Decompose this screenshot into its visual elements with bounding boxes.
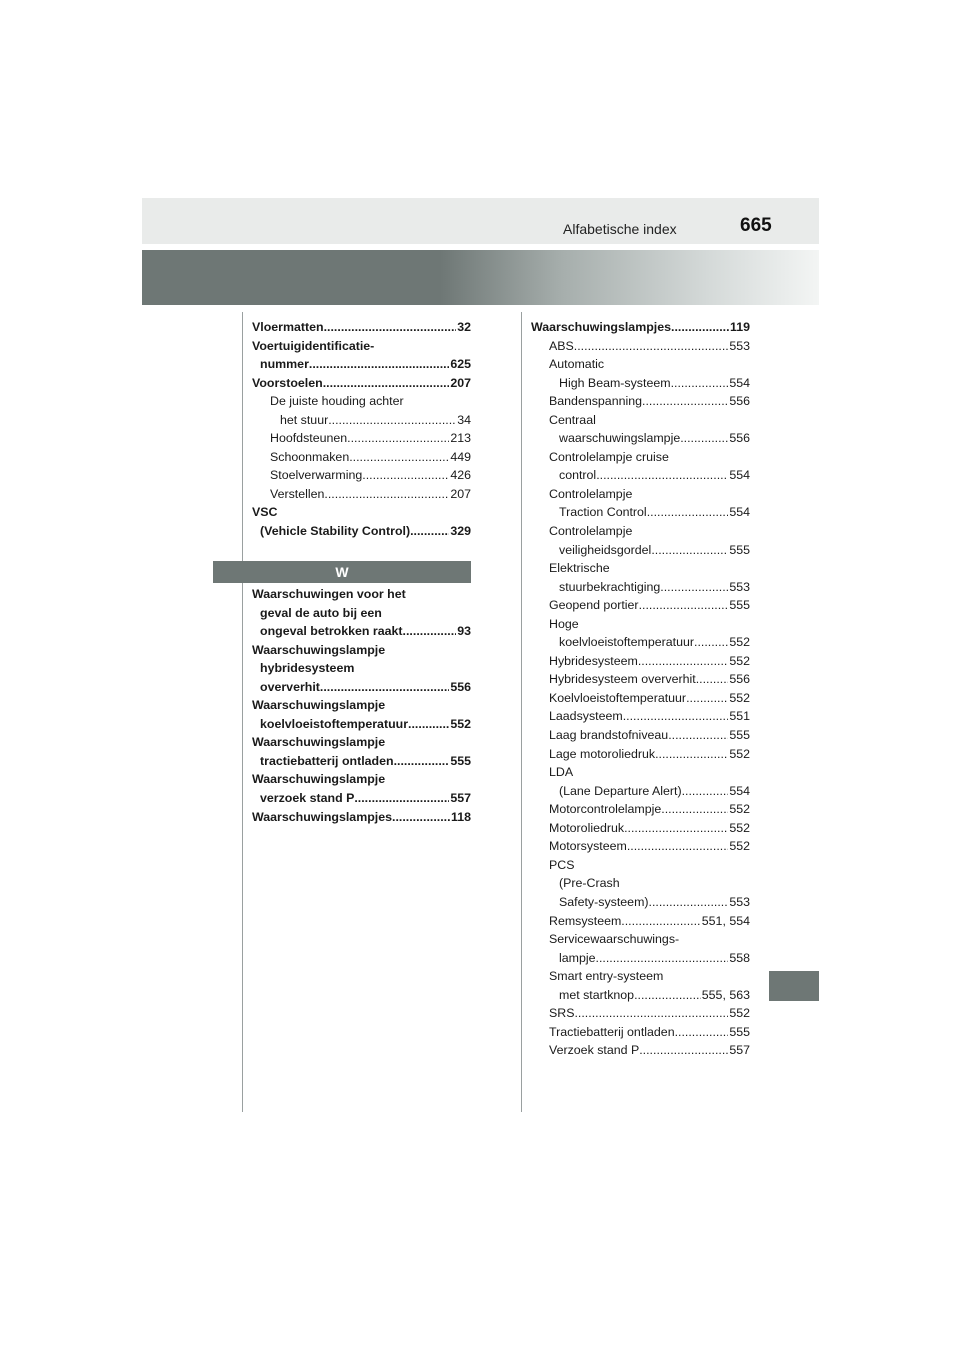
dot-leader	[671, 318, 729, 337]
index-entry	[531, 745, 750, 764]
index-entry-text: De juiste houding achter	[270, 394, 404, 409]
dot-leader	[686, 689, 728, 708]
index-entry-label: Koelvloeistoftemperatuur	[549, 690, 687, 705]
dot-leader	[324, 485, 449, 504]
dot-leader	[354, 789, 449, 808]
index-entry	[531, 633, 750, 652]
dot-leader	[624, 819, 728, 838]
dot-leader	[651, 541, 728, 560]
index-entry	[252, 355, 471, 374]
dot-leader	[323, 374, 450, 393]
index-entry	[531, 893, 750, 912]
index-entry	[252, 678, 471, 697]
index-entry-page: 207	[450, 486, 471, 501]
index-entry-page: 555	[729, 598, 750, 613]
index-entry-page: 552	[729, 839, 750, 854]
index-entry-text: Controlelampje cruise	[549, 449, 669, 464]
index-entry-text: Smart entry-systeem	[549, 969, 664, 984]
index-entry-text: LDA	[549, 765, 574, 780]
index-entry-label: (Vehicle Stability Control)	[260, 524, 411, 539]
index-column-right	[531, 318, 750, 1060]
index-entry-label: Motorsysteem	[549, 839, 627, 854]
index-entry	[531, 986, 750, 1005]
index-entry-label: lampje	[559, 950, 596, 965]
index-entry-page: 119	[730, 320, 750, 334]
index-entry-label: Remsysteem	[549, 913, 622, 928]
index-entry-label: (Lane Departure Alert)	[559, 783, 682, 798]
index-column-left	[252, 318, 471, 541]
dot-leader	[349, 448, 449, 467]
index-entry-page: 118	[451, 809, 471, 824]
index-entry	[531, 652, 750, 671]
dot-leader	[660, 578, 728, 597]
index-entry-label: Geopend portier	[549, 598, 639, 613]
index-entry-label: Verstellen	[270, 486, 325, 501]
index-entry	[531, 318, 750, 337]
index-entry-text: VSC	[252, 505, 278, 520]
index-entry-page: 213	[450, 431, 471, 446]
index-entry-label: Waarschuwingslampjes	[531, 320, 672, 334]
index-entry-text: Waarschuwingslampje	[252, 642, 386, 657]
index-entry-label: het stuur	[280, 412, 329, 427]
dot-leader	[675, 1023, 729, 1042]
index-entry-page: 555	[450, 753, 471, 768]
index-entry-text: Waarschuwingslampje	[252, 698, 386, 713]
index-entry-page: 207	[450, 375, 471, 390]
index-entry	[531, 912, 750, 931]
dot-leader	[682, 782, 729, 801]
dot-leader	[309, 355, 449, 374]
dot-leader	[638, 652, 728, 671]
index-entry-label: met startknop	[559, 987, 635, 1002]
index-entry-text: Waarschuwingslampje	[252, 735, 386, 750]
index-entry-page: 552	[729, 653, 750, 668]
index-entry-label: Motoroliedruk	[549, 820, 625, 835]
page-number: 665	[740, 215, 772, 236]
index-entry	[252, 715, 471, 734]
index-entry	[531, 429, 750, 448]
dot-leader	[410, 522, 449, 541]
index-entry	[531, 374, 750, 393]
column-divider-left	[242, 312, 243, 1112]
index-entry-label: Laadsysteem	[549, 709, 623, 724]
index-entry-page: 34	[457, 412, 471, 427]
index-entry-label: Tractiebatterij ontladen	[549, 1024, 675, 1039]
index-entry	[252, 374, 471, 393]
index-entry-page: 558	[729, 950, 750, 965]
index-entry	[531, 819, 750, 838]
dot-leader	[362, 466, 449, 485]
letter-heading-w: W	[213, 561, 471, 583]
index-entry-text: Waarschuwingen voor het	[252, 587, 406, 601]
dot-leader	[328, 411, 456, 430]
index-entry-page: 556	[450, 679, 471, 694]
index-entry	[252, 429, 471, 448]
index-entry-label: koelvloeistoftemperatuur	[559, 635, 694, 650]
index-entry-page: 552	[729, 820, 750, 835]
index-entry	[531, 1041, 750, 1060]
index-entry-label: Hoofdsteunen	[270, 431, 348, 446]
index-section-w	[252, 585, 471, 826]
index-entry	[531, 1023, 750, 1042]
dot-leader	[655, 745, 728, 764]
index-entry-page: 449	[450, 449, 471, 464]
dot-leader	[680, 429, 728, 448]
index-entry-page: 554	[729, 783, 750, 798]
column-divider-middle	[521, 312, 522, 1112]
dot-leader	[647, 503, 729, 522]
index-entry	[252, 485, 471, 504]
index-entry	[531, 503, 750, 522]
index-entry	[531, 596, 750, 615]
dot-leader	[671, 374, 729, 393]
index-entry-label: verzoek stand P	[260, 791, 355, 806]
index-entry-text: Elektrische	[549, 561, 610, 576]
dot-leader	[642, 392, 728, 411]
index-entry-page: 551, 554	[701, 913, 750, 928]
index-entry-label: Schoonmaken	[270, 449, 350, 464]
dot-leader	[696, 670, 729, 689]
dot-leader	[649, 893, 729, 912]
index-entry	[531, 689, 750, 708]
index-entry	[252, 752, 471, 771]
index-entry	[531, 392, 750, 411]
index-entry-label: Traction Control	[559, 505, 647, 520]
index-entry-text: Waarschuwingslampje	[252, 772, 386, 787]
index-entry-page: 557	[450, 791, 471, 806]
index-entry-page: 554	[729, 375, 750, 390]
index-entry-page: 555, 563	[701, 987, 750, 1002]
index-entry	[252, 789, 471, 808]
index-entry	[531, 726, 750, 745]
index-entry-page: 555	[729, 542, 750, 557]
dot-leader	[392, 808, 450, 827]
index-entry-page: 552	[729, 746, 750, 761]
dot-leader	[596, 466, 728, 485]
chapter-tab-marker	[769, 971, 819, 1001]
index-entry-label: nummer	[260, 357, 309, 372]
index-entry	[252, 622, 471, 641]
index-entry	[531, 337, 750, 356]
index-entry-label: Lage motoroliedruk	[549, 746, 656, 761]
dot-leader	[639, 596, 729, 615]
section-title: Alfabetische index	[563, 221, 677, 237]
index-entry-page: 556	[729, 431, 750, 446]
index-entry-page: 554	[729, 505, 750, 520]
decorative-band	[142, 250, 819, 305]
index-entry	[531, 837, 750, 856]
index-entry-text: hybridesysteem	[260, 661, 355, 676]
index-entry	[252, 522, 471, 541]
dot-leader	[596, 949, 729, 968]
index-entry-label: Waarschuwingslampjes	[252, 809, 393, 824]
index-entry-text: Controlelampje	[549, 524, 633, 539]
index-entry-label: control	[559, 468, 597, 483]
index-entry-label: Bandenspanning	[549, 394, 643, 409]
dot-leader	[320, 678, 449, 697]
index-entry-page: 426	[450, 468, 471, 483]
header-bar	[142, 198, 819, 244]
dot-leader	[324, 318, 457, 337]
index-entry-label: Safety-systeem)	[559, 894, 649, 909]
index-entry-text: (Pre-Crash	[559, 876, 620, 891]
index-entry-text: geval de auto bij een	[260, 605, 382, 620]
index-entry-label: koelvloeistoftemperatuur	[260, 716, 409, 731]
dot-leader	[574, 337, 729, 356]
index-entry-text: PCS	[549, 857, 575, 872]
index-entry-text: Automatic	[549, 357, 605, 372]
index-entry-text: Controlelampje	[549, 486, 633, 501]
dot-leader	[627, 837, 729, 856]
index-entry-label: Vloermatten	[252, 320, 324, 334]
index-entry-page: 557	[729, 1043, 750, 1058]
index-entry-page: 625	[450, 357, 471, 372]
dot-leader	[661, 800, 728, 819]
dot-leader	[403, 622, 457, 641]
index-entry-label: Hybridesysteem oververhit	[549, 672, 696, 687]
index-entry	[531, 800, 750, 819]
index-entry-label: Verzoek stand P	[549, 1043, 640, 1058]
dot-leader	[639, 1041, 728, 1060]
index-entry	[252, 448, 471, 467]
index-entry-page: 551	[729, 709, 750, 724]
index-entry-page: 556	[729, 394, 750, 409]
index-entry-page: 556	[729, 672, 750, 687]
index-entry-page: 553	[729, 579, 750, 594]
index-entry-label: waarschuwingslampje	[559, 431, 681, 446]
index-entry-text: Servicewaarschuwings-	[549, 932, 680, 947]
dot-leader	[347, 429, 449, 448]
index-entry-label: tractiebatterij ontladen	[260, 753, 394, 768]
dot-leader	[574, 1004, 728, 1023]
index-entry	[252, 466, 471, 485]
index-entry	[531, 782, 750, 801]
index-entry	[531, 578, 750, 597]
index-entry-label: stuurbekrachtiging	[559, 579, 661, 594]
dot-leader	[668, 726, 728, 745]
index-entry-label: oververhit	[260, 679, 320, 694]
index-entry-page: 552	[729, 635, 750, 650]
index-entry-label: Hybridesysteem	[549, 653, 638, 668]
index-entry	[531, 670, 750, 689]
index-entry-label: ongeval betrokken raakt	[260, 624, 403, 639]
index-entry	[252, 318, 471, 337]
dot-leader	[621, 912, 700, 931]
index-entry	[252, 808, 471, 827]
index-entry-page: 552	[729, 690, 750, 705]
index-entry-page: 554	[729, 468, 750, 483]
dot-leader	[408, 715, 449, 734]
index-entry-page: 329	[450, 524, 471, 539]
index-entry-text: Centraal	[549, 412, 596, 427]
index-entry-page: 553	[729, 894, 750, 909]
index-entry-page: 552	[450, 716, 471, 731]
index-entry	[531, 707, 750, 726]
index-entry-page: 93	[457, 624, 471, 639]
dot-leader	[623, 707, 729, 726]
dot-leader	[634, 986, 701, 1005]
index-entry-text: Voertuigidentificatie-	[252, 338, 375, 353]
index-entry-page: 553	[729, 338, 750, 353]
index-entry-label: Motorcontrolelampje	[549, 802, 662, 817]
index-entry	[531, 466, 750, 485]
index-entry	[531, 949, 750, 968]
index-entry-label: veiligheidsgordel	[559, 542, 652, 557]
dot-leader	[394, 752, 450, 771]
index-entry-label: Stoelverwarming	[270, 468, 363, 483]
index-entry	[531, 1004, 750, 1023]
index-entry-label: SRS	[549, 1006, 575, 1021]
index-entry-page: 552	[729, 1006, 750, 1021]
index-entry-text: Hoge	[549, 616, 579, 631]
index-entry-page: 552	[729, 802, 750, 817]
index-entry	[252, 411, 471, 430]
index-entry-page: 32	[457, 320, 471, 334]
index-entry-page: 555	[729, 1024, 750, 1039]
index-entry-page: 555	[729, 728, 750, 743]
index-entry	[531, 541, 750, 560]
index-entry-label: High Beam-systeem	[559, 375, 671, 390]
dot-leader	[694, 633, 728, 652]
index-entry-label: Laag brandstofniveau	[549, 728, 669, 743]
index-entry-label: Voorstoelen	[252, 375, 323, 390]
index-entry-label: ABS	[549, 338, 574, 353]
